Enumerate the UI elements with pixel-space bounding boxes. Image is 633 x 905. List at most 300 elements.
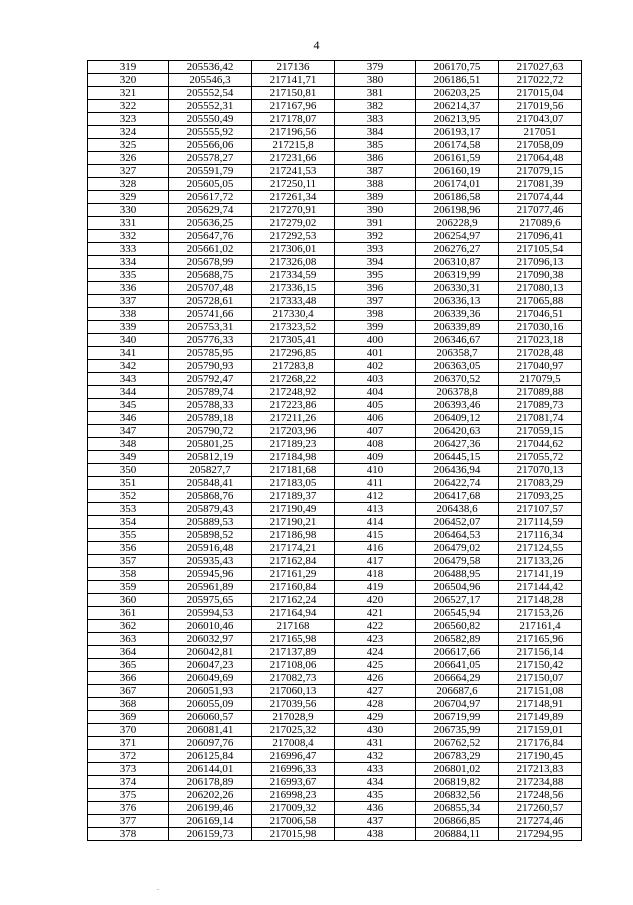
y-coordinate-cell: 217161,4 — [499, 620, 582, 633]
point-number-cell: 349 — [88, 451, 169, 464]
table-row — [88, 685, 582, 698]
point-number-cell: 416 — [335, 542, 416, 555]
point-number-cell: 385 — [335, 139, 416, 152]
point-number-cell: 346 — [88, 412, 169, 425]
x-coordinate-cell: 205785,95 — [169, 347, 252, 360]
point-number-cell: 362 — [88, 620, 169, 633]
table-row — [88, 165, 582, 178]
point-number-cell: 426 — [335, 672, 416, 685]
y-coordinate-cell: 217150,42 — [499, 659, 582, 672]
point-number-cell: 410 — [335, 464, 416, 477]
point-number-cell: 396 — [335, 282, 416, 295]
table-row — [88, 139, 582, 152]
y-coordinate-cell: 217114,59 — [499, 516, 582, 529]
point-number-cell: 401 — [335, 347, 416, 360]
x-coordinate-cell: 205629,74 — [169, 204, 252, 217]
point-number-cell: 383 — [335, 113, 416, 126]
point-number-cell: 403 — [335, 373, 416, 386]
point-number-cell: 384 — [335, 126, 416, 139]
x-coordinate-cell: 206042,81 — [169, 646, 252, 659]
point-number-cell: 337 — [88, 295, 169, 308]
table-row — [88, 529, 582, 542]
point-number-cell: 356 — [88, 542, 169, 555]
x-coordinate-cell: 205935,43 — [169, 555, 252, 568]
x-coordinate-cell: 206884,11 — [416, 828, 499, 841]
x-coordinate-cell: 205550,49 — [169, 113, 252, 126]
y-coordinate-cell: 217149,89 — [499, 711, 582, 724]
point-number-cell: 351 — [88, 477, 169, 490]
x-coordinate-cell: 206346,67 — [416, 334, 499, 347]
x-coordinate-cell: 206422,74 — [416, 477, 499, 490]
point-number-cell: 430 — [335, 724, 416, 737]
y-coordinate-cell: 217022,72 — [499, 74, 582, 87]
y-coordinate-cell: 216996,47 — [252, 750, 335, 763]
table-row — [88, 620, 582, 633]
y-coordinate-cell: 217009,32 — [252, 802, 335, 815]
point-number-cell: 321 — [88, 87, 169, 100]
x-coordinate-cell: 206049,69 — [169, 672, 252, 685]
point-number-cell: 423 — [335, 633, 416, 646]
x-coordinate-cell: 206617,66 — [416, 646, 499, 659]
point-number-cell: 333 — [88, 243, 169, 256]
table-row — [88, 438, 582, 451]
x-coordinate-cell: 206336,13 — [416, 295, 499, 308]
x-coordinate-cell: 206178,89 — [169, 776, 252, 789]
y-coordinate-cell: 217250,11 — [252, 178, 335, 191]
point-number-cell: 429 — [335, 711, 416, 724]
y-coordinate-cell: 217261,34 — [252, 191, 335, 204]
point-number-cell: 348 — [88, 438, 169, 451]
y-coordinate-cell: 217211,26 — [252, 412, 335, 425]
table-row — [88, 87, 582, 100]
y-coordinate-cell: 217150,81 — [252, 87, 335, 100]
x-coordinate-cell: 205776,33 — [169, 334, 252, 347]
y-coordinate-cell: 217189,23 — [252, 438, 335, 451]
table-row — [88, 113, 582, 126]
x-coordinate-cell: 206228,9 — [416, 217, 499, 230]
point-number-cell: 418 — [335, 568, 416, 581]
y-coordinate-cell: 217176,84 — [499, 737, 582, 750]
x-coordinate-cell: 206866,85 — [416, 815, 499, 828]
point-number-cell: 347 — [88, 425, 169, 438]
point-number-cell: 421 — [335, 607, 416, 620]
x-coordinate-cell: 205889,53 — [169, 516, 252, 529]
table-row — [88, 152, 582, 165]
table-row — [88, 503, 582, 516]
point-number-cell: 365 — [88, 659, 169, 672]
point-number-cell: 323 — [88, 113, 169, 126]
table-row — [88, 581, 582, 594]
point-number-cell: 393 — [335, 243, 416, 256]
x-coordinate-cell: 206479,58 — [416, 555, 499, 568]
x-coordinate-cell: 205975,65 — [169, 594, 252, 607]
point-number-cell: 431 — [335, 737, 416, 750]
y-coordinate-cell: 217178,07 — [252, 113, 335, 126]
y-coordinate-cell: 217274,46 — [499, 815, 582, 828]
point-number-cell: 369 — [88, 711, 169, 724]
point-number-cell: 327 — [88, 165, 169, 178]
point-number-cell: 319 — [88, 61, 169, 74]
x-coordinate-cell: 206330,31 — [416, 282, 499, 295]
point-number-cell: 405 — [335, 399, 416, 412]
table-row — [88, 451, 582, 464]
table-row — [88, 178, 582, 191]
x-coordinate-cell: 206055,09 — [169, 698, 252, 711]
point-number-cell: 345 — [88, 399, 169, 412]
y-coordinate-cell: 217019,56 — [499, 100, 582, 113]
y-coordinate-cell: 217168 — [252, 620, 335, 633]
y-coordinate-cell: 217133,26 — [499, 555, 582, 568]
point-number-cell: 374 — [88, 776, 169, 789]
table-row — [88, 308, 582, 321]
y-coordinate-cell: 216993,67 — [252, 776, 335, 789]
y-coordinate-cell: 217223,86 — [252, 399, 335, 412]
point-number-cell: 422 — [335, 620, 416, 633]
y-coordinate-cell: 217051 — [499, 126, 582, 139]
table-row — [88, 542, 582, 555]
y-coordinate-cell: 217164,94 — [252, 607, 335, 620]
point-number-cell: 326 — [88, 152, 169, 165]
y-coordinate-cell: 217040,97 — [499, 360, 582, 373]
x-coordinate-cell: 206010,46 — [169, 620, 252, 633]
point-number-cell: 394 — [335, 256, 416, 269]
y-coordinate-cell: 217306,01 — [252, 243, 335, 256]
x-coordinate-cell: 205879,43 — [169, 503, 252, 516]
y-coordinate-cell: 217144,42 — [499, 581, 582, 594]
x-coordinate-cell: 205678,99 — [169, 256, 252, 269]
point-number-cell: 412 — [335, 490, 416, 503]
x-coordinate-cell: 206504,96 — [416, 581, 499, 594]
point-number-cell: 361 — [88, 607, 169, 620]
point-number-cell: 438 — [335, 828, 416, 841]
x-coordinate-cell: 206032,97 — [169, 633, 252, 646]
y-coordinate-cell: 217027,63 — [499, 61, 582, 74]
y-coordinate-cell: 216996,33 — [252, 763, 335, 776]
y-coordinate-cell: 217028,48 — [499, 347, 582, 360]
x-coordinate-cell: 206125,84 — [169, 750, 252, 763]
y-coordinate-cell: 217025,32 — [252, 724, 335, 737]
y-coordinate-cell: 217234,88 — [499, 776, 582, 789]
y-coordinate-cell: 217184,98 — [252, 451, 335, 464]
y-coordinate-cell: 217023,18 — [499, 334, 582, 347]
y-coordinate-cell: 217330,4 — [252, 308, 335, 321]
y-coordinate-cell: 217141,19 — [499, 568, 582, 581]
y-coordinate-cell: 217151,08 — [499, 685, 582, 698]
point-number-cell: 320 — [88, 74, 169, 87]
point-number-cell: 386 — [335, 152, 416, 165]
table-row — [88, 815, 582, 828]
table-row — [88, 295, 582, 308]
y-coordinate-cell: 217043,07 — [499, 113, 582, 126]
table-row — [88, 464, 582, 477]
x-coordinate-cell: 206479,02 — [416, 542, 499, 555]
x-coordinate-cell: 206464,53 — [416, 529, 499, 542]
y-coordinate-cell: 217089,6 — [499, 217, 582, 230]
point-number-cell: 375 — [88, 789, 169, 802]
point-number-cell: 371 — [88, 737, 169, 750]
table-row — [88, 100, 582, 113]
table-row — [88, 399, 582, 412]
point-number-cell: 358 — [88, 568, 169, 581]
table-row — [88, 347, 582, 360]
table-row — [88, 61, 582, 74]
x-coordinate-cell: 206819,82 — [416, 776, 499, 789]
point-number-cell: 332 — [88, 230, 169, 243]
x-coordinate-cell: 206161,59 — [416, 152, 499, 165]
point-number-cell: 324 — [88, 126, 169, 139]
point-number-cell: 395 — [335, 269, 416, 282]
y-coordinate-cell: 217203,96 — [252, 425, 335, 438]
point-number-cell: 436 — [335, 802, 416, 815]
point-number-cell: 406 — [335, 412, 416, 425]
point-number-cell: 382 — [335, 100, 416, 113]
y-coordinate-cell: 217156,14 — [499, 646, 582, 659]
x-coordinate-cell: 205848,41 — [169, 477, 252, 490]
y-coordinate-cell: 217081,39 — [499, 178, 582, 191]
y-coordinate-cell: 217079,15 — [499, 165, 582, 178]
x-coordinate-cell: 206339,36 — [416, 308, 499, 321]
table-row — [88, 243, 582, 256]
point-number-cell: 370 — [88, 724, 169, 737]
x-coordinate-cell: 205591,79 — [169, 165, 252, 178]
x-coordinate-cell: 206186,51 — [416, 74, 499, 87]
y-coordinate-cell: 217030,16 — [499, 321, 582, 334]
point-number-cell: 353 — [88, 503, 169, 516]
x-coordinate-cell: 206193,17 — [416, 126, 499, 139]
y-coordinate-cell: 217059,15 — [499, 425, 582, 438]
x-coordinate-cell: 205961,89 — [169, 581, 252, 594]
x-coordinate-cell: 205790,93 — [169, 360, 252, 373]
x-coordinate-cell: 206438,6 — [416, 503, 499, 516]
table-row — [88, 282, 582, 295]
y-coordinate-cell: 217190,45 — [499, 750, 582, 763]
x-coordinate-cell: 205546,3 — [169, 74, 252, 87]
x-coordinate-cell: 206855,34 — [416, 802, 499, 815]
table-row — [88, 412, 582, 425]
point-number-cell: 322 — [88, 100, 169, 113]
y-coordinate-cell: 217064,48 — [499, 152, 582, 165]
y-coordinate-cell: 217241,53 — [252, 165, 335, 178]
x-coordinate-cell: 205789,74 — [169, 386, 252, 399]
y-coordinate-cell: 217305,41 — [252, 334, 335, 347]
x-coordinate-cell: 206560,82 — [416, 620, 499, 633]
x-coordinate-cell: 206203,25 — [416, 87, 499, 100]
y-coordinate-cell: 217058,09 — [499, 139, 582, 152]
y-coordinate-cell: 217105,54 — [499, 243, 582, 256]
y-coordinate-cell: 217028,9 — [252, 711, 335, 724]
table-row — [88, 204, 582, 217]
x-coordinate-cell: 205552,54 — [169, 87, 252, 100]
x-coordinate-cell: 206664,29 — [416, 672, 499, 685]
point-number-cell: 434 — [335, 776, 416, 789]
point-number-cell: 398 — [335, 308, 416, 321]
y-coordinate-cell: 217107,57 — [499, 503, 582, 516]
y-coordinate-cell: 217167,96 — [252, 100, 335, 113]
table-row — [88, 711, 582, 724]
table-row — [88, 334, 582, 347]
y-coordinate-cell: 217215,8 — [252, 139, 335, 152]
point-number-cell: 389 — [335, 191, 416, 204]
y-coordinate-cell: 217015,04 — [499, 87, 582, 100]
point-number-cell: 428 — [335, 698, 416, 711]
point-number-cell: 344 — [88, 386, 169, 399]
y-coordinate-cell: 217055,72 — [499, 451, 582, 464]
x-coordinate-cell: 206144,01 — [169, 763, 252, 776]
point-number-cell: 388 — [335, 178, 416, 191]
table-row — [88, 490, 582, 503]
point-number-cell: 397 — [335, 295, 416, 308]
point-number-cell: 331 — [88, 217, 169, 230]
point-number-cell: 377 — [88, 815, 169, 828]
point-number-cell: 411 — [335, 477, 416, 490]
x-coordinate-cell: 206213,95 — [416, 113, 499, 126]
point-number-cell: 336 — [88, 282, 169, 295]
y-coordinate-cell: 217074,44 — [499, 191, 582, 204]
point-number-cell: 387 — [335, 165, 416, 178]
table-row — [88, 191, 582, 204]
table-row — [88, 776, 582, 789]
x-coordinate-cell: 205812,19 — [169, 451, 252, 464]
point-number-cell: 364 — [88, 646, 169, 659]
table-row — [88, 737, 582, 750]
point-number-cell: 334 — [88, 256, 169, 269]
x-coordinate-cell: 205707,48 — [169, 282, 252, 295]
x-coordinate-cell: 206641,05 — [416, 659, 499, 672]
x-coordinate-cell: 205536,42 — [169, 61, 252, 74]
y-coordinate-cell: 217089,73 — [499, 399, 582, 412]
x-coordinate-cell: 205801,25 — [169, 438, 252, 451]
x-coordinate-cell: 206488,95 — [416, 568, 499, 581]
point-number-cell: 390 — [335, 204, 416, 217]
y-coordinate-cell: 217080,13 — [499, 282, 582, 295]
table-row — [88, 217, 582, 230]
point-number-cell: 402 — [335, 360, 416, 373]
y-coordinate-cell: 217077,46 — [499, 204, 582, 217]
x-coordinate-cell: 206276,27 — [416, 243, 499, 256]
point-number-cell: 420 — [335, 594, 416, 607]
y-coordinate-cell: 217231,66 — [252, 152, 335, 165]
y-coordinate-cell: 217082,73 — [252, 672, 335, 685]
table-row — [88, 425, 582, 438]
y-coordinate-cell: 217268,22 — [252, 373, 335, 386]
x-coordinate-cell: 205661,02 — [169, 243, 252, 256]
table-row — [88, 802, 582, 815]
y-coordinate-cell: 217141,71 — [252, 74, 335, 87]
y-coordinate-cell: 217181,68 — [252, 464, 335, 477]
x-coordinate-cell: 205788,33 — [169, 399, 252, 412]
table-row — [88, 516, 582, 529]
point-number-cell: 372 — [88, 750, 169, 763]
y-coordinate-cell: 217148,28 — [499, 594, 582, 607]
y-coordinate-cell: 217186,98 — [252, 529, 335, 542]
y-coordinate-cell: 217108,06 — [252, 659, 335, 672]
point-number-cell: 414 — [335, 516, 416, 529]
y-coordinate-cell: 217116,34 — [499, 529, 582, 542]
x-coordinate-cell: 206762,52 — [416, 737, 499, 750]
y-coordinate-cell: 217159,01 — [499, 724, 582, 737]
x-coordinate-cell: 206097,76 — [169, 737, 252, 750]
point-number-cell: 379 — [335, 61, 416, 74]
x-coordinate-cell: 205566,06 — [169, 139, 252, 152]
y-coordinate-cell: 217096,13 — [499, 256, 582, 269]
y-coordinate-cell: 217283,8 — [252, 360, 335, 373]
table-row — [88, 269, 582, 282]
y-coordinate-cell: 217333,48 — [252, 295, 335, 308]
y-coordinate-cell: 217190,21 — [252, 516, 335, 529]
x-coordinate-cell: 206174,58 — [416, 139, 499, 152]
table-row — [88, 594, 582, 607]
table-row — [88, 555, 582, 568]
y-coordinate-cell: 217150,07 — [499, 672, 582, 685]
x-coordinate-cell: 206060,57 — [169, 711, 252, 724]
x-coordinate-cell: 206801,02 — [416, 763, 499, 776]
point-number-cell: 399 — [335, 321, 416, 334]
x-coordinate-cell: 205552,31 — [169, 100, 252, 113]
point-number-cell: 378 — [88, 828, 169, 841]
point-number-cell: 404 — [335, 386, 416, 399]
x-coordinate-cell: 206370,52 — [416, 373, 499, 386]
x-coordinate-cell: 205868,76 — [169, 490, 252, 503]
point-number-cell: 373 — [88, 763, 169, 776]
coordinates-table-body — [88, 61, 582, 841]
point-number-cell: 352 — [88, 490, 169, 503]
table-row — [88, 633, 582, 646]
x-coordinate-cell: 206687,6 — [416, 685, 499, 698]
x-coordinate-cell: 206363,05 — [416, 360, 499, 373]
y-coordinate-cell: 217081,74 — [499, 412, 582, 425]
point-number-cell: 329 — [88, 191, 169, 204]
table-row — [88, 321, 582, 334]
x-coordinate-cell: 206452,07 — [416, 516, 499, 529]
y-coordinate-cell: 217292,53 — [252, 230, 335, 243]
x-coordinate-cell: 206174,01 — [416, 178, 499, 191]
y-coordinate-cell: 217260,57 — [499, 802, 582, 815]
point-number-cell: 360 — [88, 594, 169, 607]
x-coordinate-cell: 206735,99 — [416, 724, 499, 737]
y-coordinate-cell: 217096,41 — [499, 230, 582, 243]
x-coordinate-cell: 205916,48 — [169, 542, 252, 555]
y-coordinate-cell: 217248,92 — [252, 386, 335, 399]
table-row — [88, 373, 582, 386]
x-coordinate-cell: 205753,31 — [169, 321, 252, 334]
x-coordinate-cell: 206417,68 — [416, 490, 499, 503]
y-coordinate-cell: 217089,88 — [499, 386, 582, 399]
x-coordinate-cell: 205898,52 — [169, 529, 252, 542]
table-row — [88, 672, 582, 685]
point-number-cell: 338 — [88, 308, 169, 321]
table-row — [88, 789, 582, 802]
table-row — [88, 477, 582, 490]
point-number-cell: 368 — [88, 698, 169, 711]
point-number-cell: 340 — [88, 334, 169, 347]
x-coordinate-cell: 206169,14 — [169, 815, 252, 828]
x-coordinate-cell: 206445,15 — [416, 451, 499, 464]
y-coordinate-cell: 217296,85 — [252, 347, 335, 360]
y-coordinate-cell: 217326,08 — [252, 256, 335, 269]
x-coordinate-cell: 206339,89 — [416, 321, 499, 334]
y-coordinate-cell: 217196,56 — [252, 126, 335, 139]
table-row — [88, 646, 582, 659]
table-row — [88, 126, 582, 139]
y-coordinate-cell: 217060,13 — [252, 685, 335, 698]
table-row — [88, 659, 582, 672]
point-number-cell: 409 — [335, 451, 416, 464]
x-coordinate-cell: 205789,18 — [169, 412, 252, 425]
x-coordinate-cell: 206436,94 — [416, 464, 499, 477]
point-number-cell: 391 — [335, 217, 416, 230]
y-coordinate-cell: 217079,5 — [499, 373, 582, 386]
x-coordinate-cell: 205605,05 — [169, 178, 252, 191]
